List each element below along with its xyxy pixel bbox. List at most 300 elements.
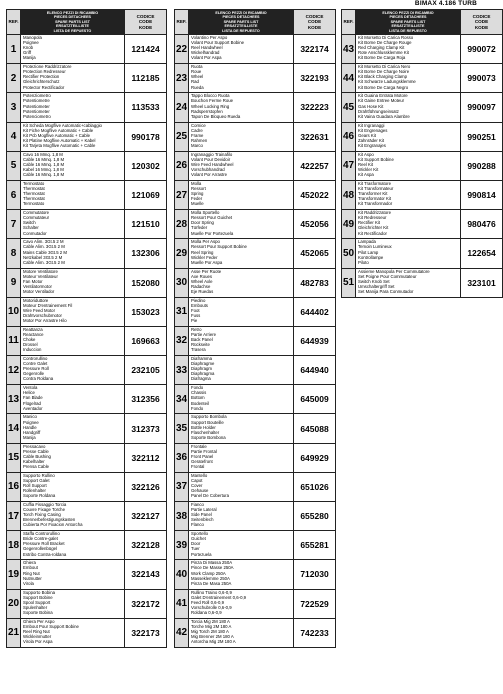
table-row — [175, 414, 336, 443]
part-description-line: Rollenhalter — [23, 488, 46, 494]
part-description — [21, 356, 125, 385]
part-description-line: Bride Contre-galet — [23, 536, 58, 542]
title-header-line: SPARE PARTS LIST — [55, 19, 90, 24]
parts-table-column-3 — [341, 9, 503, 298]
title-header-line: SPARE PARTS LIST — [390, 19, 426, 24]
part-description-line: Spool Support — [23, 599, 51, 605]
part-description-line: Mig Brenner 2M 180 A — [191, 634, 234, 640]
part-description-line: Frontal — [191, 464, 205, 469]
table-row — [175, 239, 336, 268]
part-code: 655280 — [294, 502, 336, 531]
part-description-line: Diaframma — [191, 356, 213, 362]
part-ref-number: 49 — [342, 210, 356, 239]
table-row — [175, 589, 336, 618]
part-description-line: Moteur Ventilateur — [23, 273, 58, 279]
part-description — [356, 93, 461, 122]
part-description-line: Rueda — [191, 84, 204, 90]
part-code: 152080 — [125, 268, 167, 297]
part-code: 121510 — [125, 210, 167, 239]
part-description-line: Torche Mig 2M 180 A — [191, 623, 232, 629]
part-description-line: Wickelhandrad — [191, 50, 220, 56]
part-description-line: Kit Vaina Guadara Alambre — [358, 113, 410, 119]
part-description-line: Eje Ruedas — [191, 288, 214, 294]
part-ref-number: 13 — [7, 385, 21, 414]
part-code: 132306 — [125, 239, 167, 268]
part-code: 322173 — [125, 618, 167, 647]
part-description-line: Cuffia Fissaggio Torcia — [23, 502, 67, 507]
part-code: 980476 — [461, 210, 503, 239]
part-code: 722529 — [294, 589, 336, 618]
part-ref-number: 14 — [7, 414, 21, 443]
part-description-line: Axe Roues — [191, 273, 213, 279]
part-description-line: Support Bouteille — [191, 419, 224, 425]
part-description-line: Kit Borne De Charge Rouge — [358, 40, 412, 46]
part-description — [189, 443, 294, 472]
table-row — [7, 472, 167, 501]
part-description-line: Motor Ventilador — [23, 288, 55, 294]
code-header-line: CODE — [474, 19, 489, 25]
part-description-line: Manopola — [23, 35, 42, 40]
part-description-line: Sportello — [191, 531, 208, 537]
title-header — [356, 10, 461, 35]
part-description — [189, 589, 294, 618]
part-code: 452065 — [294, 239, 336, 268]
part-description-line: Vorschubrolle 0,6-0,9 — [191, 604, 232, 610]
part-description-line: Pie — [191, 318, 198, 324]
part-description-line: Cavo 16 Mmq. 1,8 M — [23, 151, 63, 157]
part-description — [21, 326, 125, 355]
part-description — [21, 472, 125, 501]
part-description-line: Set Manija Para Conmutador — [358, 288, 414, 294]
table-row — [7, 414, 167, 443]
parts-table-column-1 — [6, 9, 167, 648]
part-ref-number: 48 — [342, 180, 356, 209]
part-description — [189, 502, 294, 531]
part-description-line: Brennerbefestigungskasten — [23, 517, 76, 523]
ref-header: REF. — [7, 10, 21, 35]
part-code: 422257 — [294, 151, 336, 180]
part-description-line: Kit Morsetto Di Carica Rosso — [358, 35, 414, 40]
part-description-line: Gleichrichter Kit — [358, 225, 389, 231]
part-description-line: Muelle Por Portezuela — [191, 230, 234, 236]
code-header-line: CODICE — [136, 14, 155, 20]
part-description-line: Red Charging Clamp Kit — [358, 45, 405, 51]
part-description-line: Fan Blade — [23, 395, 43, 401]
part-description-line: Marco — [191, 142, 203, 148]
table-row — [175, 151, 336, 180]
title-header-line: LISTA DE REPUESTO — [222, 28, 260, 33]
part-description — [21, 414, 125, 443]
part-description-line: Contre Galet — [23, 361, 48, 367]
part-description-line: Kit Guaina Entrata Motore — [358, 93, 408, 99]
part-ref-number: 37 — [175, 472, 189, 501]
part-description-line: Work Clamp 250A — [191, 570, 226, 576]
part-description-line: Molla Sportello — [191, 210, 220, 216]
part-code: 122654 — [461, 239, 503, 268]
table-row — [175, 443, 336, 472]
title-header-line: ELENCO PEZZI DI RICAMBIO — [215, 10, 267, 15]
part-description-line: Radachse — [191, 283, 211, 289]
part-description-line: Tappo Blocco Ruota — [191, 93, 230, 99]
part-description-line: Aventador — [23, 405, 43, 411]
code-header-line: KODE — [307, 24, 322, 30]
part-description-line: Wire Feed Handwheel — [191, 161, 234, 167]
part-description-line: Rad — [191, 79, 199, 85]
part-description-line: Kit Transformador — [358, 201, 393, 207]
part-description-line: Back Panel — [191, 337, 213, 343]
part-description-line: Geratefront — [191, 458, 213, 464]
part-description — [356, 35, 461, 64]
part-description-line: Reattanza — [23, 326, 43, 332]
part-description-line: Kit Rectificador — [358, 230, 387, 236]
part-description-line: Kit Fiche Mogflive Automatic + Cable — [23, 127, 94, 133]
part-description-line: Thermostat — [23, 191, 45, 197]
table-row — [7, 239, 167, 268]
part-description — [21, 560, 125, 589]
part-code: 322126 — [125, 472, 167, 501]
table-row — [7, 210, 167, 239]
part-description-line: Partie Arriere — [191, 331, 217, 337]
table-row — [342, 151, 503, 180]
part-description-line: Kit Aspo — [358, 151, 374, 157]
part-description-line: Antorcha Mig 2M 180 A — [191, 639, 236, 645]
part-description-line: Volant Pour Devidoir — [191, 156, 231, 162]
part-description-line: Rahmen — [191, 137, 208, 143]
part-ref-number: 35 — [175, 414, 189, 443]
part-description-line: Masseklemme 250A — [191, 575, 230, 581]
part-code: 322174 — [294, 35, 336, 64]
part-code: 649929 — [294, 443, 336, 472]
part-description-line: Wheel Axle — [191, 278, 213, 284]
part-description — [189, 93, 294, 122]
part-ref-number: 6 — [7, 180, 21, 209]
part-description — [189, 414, 294, 443]
title-header — [21, 10, 125, 35]
part-description-line: Muelle Por Aspa — [191, 259, 223, 265]
part-description-line: Pressure Roll — [23, 366, 49, 372]
part-description-line: Staffa Controrullino — [23, 531, 60, 537]
part-description-line: Contra Roldana — [23, 376, 54, 382]
part-description-line: Ventola — [23, 385, 38, 391]
part-description-line: Chassis — [191, 390, 207, 396]
part-description-line: Protection Redresseur — [23, 69, 66, 75]
document-model-header: BIMAX 4.186 TURB — [414, 0, 477, 7]
part-ref-number: 26 — [175, 151, 189, 180]
part-description — [356, 239, 461, 268]
part-ref-number: 9 — [7, 268, 21, 297]
part-description-line: Soporte Bobina — [23, 609, 53, 615]
part-description-line: Kit Scheda Mogflive Automatic+cablaggio — [23, 122, 102, 128]
part-description-line: Reel Spring — [191, 249, 214, 255]
part-description-line: Support Bobine — [23, 594, 53, 600]
part-description-line: Nutmutter — [23, 575, 42, 581]
part-ref-number: 46 — [342, 122, 356, 151]
part-description-line: Supporto Bobina — [23, 589, 56, 595]
title-header-line: LISTA DE REPUESTO — [389, 28, 427, 33]
part-code: 452022 — [294, 180, 336, 209]
part-description-line: Fan Motor — [23, 278, 43, 284]
table-row — [7, 326, 167, 355]
title-header-line: PIECES DETACHEES — [389, 15, 427, 20]
ref-header: REF. — [175, 10, 189, 35]
part-code: 651026 — [294, 472, 336, 501]
table-row — [7, 35, 167, 64]
part-ref-number: 2 — [7, 64, 21, 93]
part-description-line: Thermostat — [23, 186, 45, 192]
part-description — [189, 472, 294, 501]
part-description-line: Potenziometro — [23, 93, 51, 99]
part-description-line: Kit Borne De Carga Negro — [358, 84, 409, 90]
part-description-line: Motoriduttore — [23, 297, 49, 303]
part-description-line: Gehause — [191, 488, 209, 494]
part-ref-number: 12 — [7, 356, 21, 385]
part-description-line: Kit Platine Mogflive Automatic + Kabel — [23, 137, 96, 143]
part-description-line: Pince De Masse 250A — [191, 565, 234, 571]
table-row — [7, 297, 167, 326]
part-description-line: Pilot Lamp — [358, 249, 379, 255]
part-description-line: Tuer — [191, 546, 200, 552]
part-description-line: Ressort Pour Guichet — [191, 215, 233, 221]
code-header-line: CODE — [307, 19, 322, 25]
part-ref-number: 32 — [175, 326, 189, 355]
part-code: 655281 — [294, 531, 336, 560]
part-ref-number: 34 — [175, 385, 189, 414]
part-ref-number: 43 — [342, 35, 356, 64]
table-row — [175, 385, 336, 414]
part-description-line: Motore Ventilatore — [23, 268, 58, 274]
code-header-line: KODE — [138, 24, 153, 30]
part-description-line: Cadre — [191, 127, 203, 133]
part-description-line: Roldana 0,6-0,9 — [191, 609, 222, 615]
part-description-line: Knob — [23, 45, 34, 51]
part-description-line: Drahtführungseinsatz — [358, 108, 399, 114]
part-ref-number: 5 — [7, 151, 21, 180]
part-description-line: Volant Pour Support Bobine — [191, 40, 245, 46]
title-header-line: ELENCO PEZZI DI RICAMBIO — [382, 10, 434, 15]
part-description — [189, 64, 294, 93]
title-header-line: ERSATZTEILLISTE — [391, 24, 425, 29]
part-description-line: Fuss — [191, 312, 201, 318]
part-description-line: Commutatore — [23, 210, 50, 216]
title-header-line: ERSATZTEILLISTE — [56, 24, 89, 29]
part-description-line: Galet D'entrainement 0,6-0,9 — [191, 594, 247, 600]
part-description — [21, 531, 125, 560]
part-description-line: Volantino Per Aspo — [191, 35, 228, 40]
part-description-line: Diaphragm — [191, 366, 213, 372]
part-code: 232105 — [125, 356, 167, 385]
part-ref-number: 17 — [7, 502, 21, 531]
part-description-line: Potenciometro — [23, 113, 51, 119]
part-code: 990073 — [461, 64, 503, 93]
part-ref-number: 8 — [7, 239, 21, 268]
part-code: 312373 — [125, 414, 167, 443]
part-description-line: Fianco — [191, 502, 204, 507]
table-row — [342, 268, 503, 297]
part-description-line: Mig Torch 2M 180 A — [191, 628, 229, 634]
part-description-line: Gegenrolle — [23, 371, 45, 377]
code-header — [125, 10, 167, 35]
part-description-line: Temoin Lumineux — [358, 244, 392, 250]
table-row — [342, 210, 503, 239]
part-description-line: Cavo Alim. 3Gt.5 2 M — [23, 239, 64, 245]
part-description-line: Cable 16 Mmq. 1,8 M — [23, 156, 65, 162]
part-ref-number: 30 — [175, 268, 189, 297]
part-code: 990251 — [461, 122, 503, 151]
table-row — [7, 502, 167, 531]
part-description-line: Guichet — [191, 536, 206, 542]
part-code: 312356 — [125, 385, 167, 414]
part-description-line: Kit Black Charging Clamp — [358, 74, 407, 80]
part-description-line: Gegenrollenbügel — [23, 546, 57, 552]
part-code: 990178 — [125, 122, 167, 151]
table-row — [7, 589, 167, 618]
part-description-line: Ressort Pour Support Bobine — [191, 244, 247, 250]
part-description-line: Volant Por Aspa — [191, 55, 222, 61]
table-row — [7, 443, 167, 472]
part-description-line: Kit Tarjeta Mogflive Automatic + Cable — [23, 142, 96, 148]
part-description-line: Lampada — [358, 239, 376, 245]
part-description — [356, 210, 461, 239]
part-description-line: Wickler Feder — [191, 254, 218, 260]
table-row — [175, 268, 336, 297]
part-description-line: Switch — [23, 220, 36, 226]
part-description-line: Reel Kit — [358, 161, 374, 167]
table-row — [342, 239, 503, 268]
part-description-line: Pressacavo — [23, 443, 46, 449]
part-description-line: Manija — [23, 434, 36, 440]
part-ref-number: 27 — [175, 180, 189, 209]
part-description — [189, 356, 294, 385]
part-description-line: Reactance — [23, 331, 44, 337]
part-ref-number: 51 — [342, 268, 356, 297]
part-ref-number: 20 — [7, 589, 21, 618]
part-description-line: Diaphragme — [191, 361, 215, 367]
part-description-line: Piloto — [358, 259, 369, 265]
parts-table — [6, 9, 167, 648]
table-row — [175, 502, 336, 531]
code-header — [461, 10, 503, 35]
part-description-line: Wheel — [191, 74, 204, 80]
part-code: 322193 — [294, 64, 336, 93]
part-description-line: Termostato — [23, 201, 45, 207]
table-row — [342, 122, 503, 151]
part-description — [21, 180, 125, 209]
table-row — [175, 180, 336, 209]
part-description-line: Portezuela — [191, 551, 212, 557]
part-code: 742233 — [294, 618, 336, 647]
part-description-line: Kit Trasformatore — [358, 180, 391, 186]
part-description — [189, 35, 294, 64]
part-code: 644939 — [294, 326, 336, 355]
code-header-line: CODICE — [305, 14, 324, 20]
part-description-line: Cover — [191, 483, 203, 488]
part-code: 990097 — [461, 93, 503, 122]
part-description-line: Cable 16 Mmq. 1,8 M — [23, 161, 65, 167]
part-description-line: Embouts — [191, 302, 208, 308]
part-ref-number: 21 — [7, 618, 21, 647]
part-description-line: Rullino Traino 0,6-0,9 — [191, 589, 232, 595]
part-ref-number: 33 — [175, 356, 189, 385]
part-description — [21, 385, 125, 414]
part-description — [356, 64, 461, 93]
part-description-line: Wickleinmutter — [23, 634, 52, 640]
part-description-line: Thermostat — [23, 196, 45, 202]
part-description-line: Bodenteil — [191, 400, 209, 406]
part-code: 322127 — [125, 502, 167, 531]
part-description-line: Couvre Fixage Torche — [23, 507, 65, 513]
part-ref-number: 29 — [175, 239, 189, 268]
part-description-line: Supporto Bombola — [191, 414, 227, 420]
part-code: 113533 — [125, 93, 167, 122]
table-row — [7, 151, 167, 180]
part-description-line: Flanco — [191, 522, 204, 528]
part-description-line: Spulenhalter — [23, 604, 48, 610]
table-row — [7, 560, 167, 589]
part-description — [189, 268, 294, 297]
part-description-line: Front Panel — [191, 453, 214, 459]
table-header-row — [7, 10, 167, 35]
part-code: 482783 — [294, 268, 336, 297]
part-description-line: Kit Engrenages — [358, 127, 388, 133]
part-description-line: Torcia Mig 2M 180 A — [191, 618, 230, 624]
part-description — [189, 180, 294, 209]
part-description-line: Manico — [23, 414, 37, 420]
part-description-line: Molla — [191, 180, 202, 186]
part-code: 112185 — [125, 64, 167, 93]
part-description-line: Poignee — [23, 40, 39, 46]
part-description — [189, 210, 294, 239]
title-header-line: ERSATZTEILLISTE — [224, 24, 258, 29]
part-ref-number: 44 — [342, 64, 356, 93]
part-description-line: Fondo — [191, 385, 204, 391]
part-description-line: Side Panel — [191, 512, 212, 518]
table-row — [175, 93, 336, 122]
part-description — [356, 122, 461, 151]
part-description-line: Kit Schwarze Ladungsklemme — [358, 79, 416, 85]
part-description-line: Türfeder — [191, 225, 208, 231]
part-code: 644940 — [294, 356, 336, 385]
part-description-line: Cable Alim. 3Gt.5 2 M — [23, 259, 65, 265]
part-code: 452056 — [294, 210, 336, 239]
part-description-line: Cable Bushing — [23, 453, 51, 459]
part-description — [21, 151, 125, 180]
part-description-line: Virola Por Aspa — [23, 639, 53, 645]
part-description-line: Reel Handwheel — [191, 45, 223, 51]
part-description-line: Partie Frontal — [191, 448, 217, 454]
part-description-line: Kit Gaine Entree Moteur — [358, 98, 405, 104]
part-ref-number: 15 — [7, 443, 21, 472]
part-description-line: Cable 16 Mmq. 1,8 M — [23, 172, 65, 178]
part-description-line: Manija — [23, 55, 36, 61]
part-description-line: Flügelrad — [23, 400, 41, 406]
part-description — [21, 618, 125, 647]
part-description-line: Set Poigne Pour Commutateur — [358, 273, 417, 279]
part-description-line: Spring — [191, 191, 204, 197]
part-description-line: Embout Pour Support Bobine — [23, 623, 79, 629]
code-header-line: CODE — [138, 19, 153, 25]
part-code: 323101 — [461, 268, 503, 297]
part-description-line: Drahtvorschubmotor — [23, 312, 62, 318]
part-ref-number: 47 — [342, 151, 356, 180]
table-row — [175, 210, 336, 239]
part-description — [189, 297, 294, 326]
part-description-line: Rectifier Kit — [358, 220, 380, 226]
part-description-line: Choke — [23, 337, 36, 343]
part-code: 121424 — [125, 35, 167, 64]
part-description-line: Ruota — [191, 64, 203, 70]
table-row — [175, 531, 336, 560]
title-header-line: LISTA DE REPUESTO — [53, 28, 92, 33]
